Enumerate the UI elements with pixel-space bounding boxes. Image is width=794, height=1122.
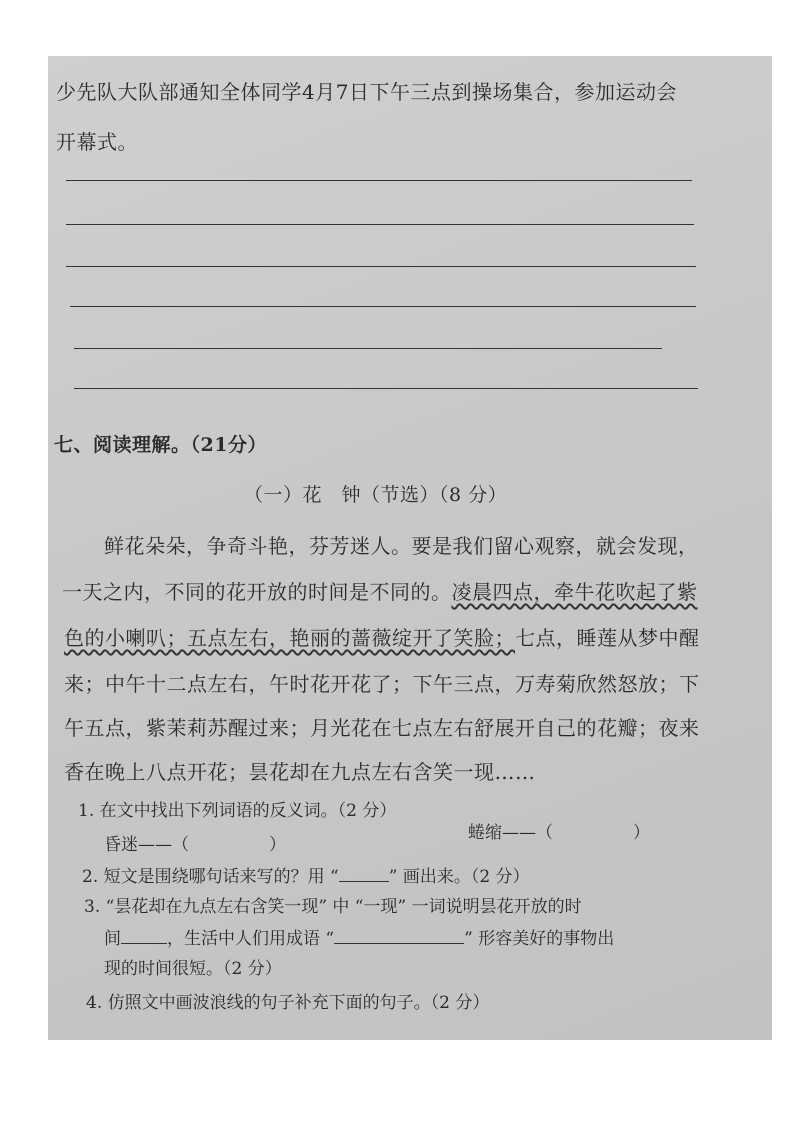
question-4: 4. 仿照文中画波浪线的句子补充下面的句子。（2 分） — [86, 993, 490, 1013]
answer-line-2[interactable] — [66, 224, 694, 225]
answer-line-4[interactable] — [70, 306, 696, 307]
question-3-line-2a: 间 — [104, 929, 121, 949]
wavy-underlined-text-1: 凌晨四点，牵牛花吹起了紫 — [451, 580, 698, 604]
question-1-item-b-label: 蜷缩——（ — [468, 823, 553, 843]
question-1: 1. 在文中找出下列词语的反义词。（2 分） — [78, 801, 397, 821]
passage-line-3-plain: 七点，睡莲从梦中醒 — [515, 626, 700, 650]
passage-line-1: 鲜花朵朵，争奇斗艳，芬芳迷人。要是我们留心观察，就会发现， — [104, 534, 699, 558]
question-3-line-2 — [104, 924, 614, 949]
passage-line-6: 香在晚上八点开花；昙花却在九点左右含笑一现…… — [64, 760, 536, 784]
answer-line-3[interactable] — [66, 266, 696, 267]
question-2-suffix: ” 画出来。（2 分） — [388, 867, 530, 887]
section-heading: 七、阅读理解。（21分） — [54, 434, 267, 456]
question-2 — [82, 862, 530, 887]
answer-blank-idiom[interactable] — [334, 943, 464, 944]
question-1-item-a — [104, 830, 286, 855]
notice-line-1: 少先队大队部通知全体同学4月7日下午三点到操场集合，参加运动会 — [56, 80, 677, 104]
worksheet-page — [48, 56, 772, 1040]
question-3-line-3: 现的时间很短。（2 分） — [104, 959, 282, 979]
question-2-prefix: 2. 短文是围绕哪句话来写的？用 “ — [82, 867, 339, 887]
wavy-underlined-text-2: 色的小喇叭；五点左右，艳丽的蔷薇绽开了笑脸； — [64, 626, 515, 650]
answer-line-6[interactable] — [74, 388, 698, 389]
passage-line-2-plain: 一天之内，不同的花开放的时间是不同的。 — [62, 580, 452, 604]
passage-line-5: 午五点，紫茉莉苏醒过来；月光花在七点左右舒展开自己的花瓣；夜来 — [64, 716, 700, 740]
passage-line-2 — [62, 576, 698, 605]
passage-title: （一）花 钟（节选）（8 分） — [244, 484, 508, 506]
passage-line-4: 来；中午十二点左右，午时花开花了；下午三点，万寿菊欣然怒放；下 — [64, 672, 700, 696]
notice-line-2: 开幕式。 — [56, 130, 138, 154]
underline-sample — [339, 881, 389, 882]
question-3-line-2c: ” 形容美好的事物出 — [464, 929, 615, 949]
question-1-item-b-close: ） — [633, 823, 650, 843]
answer-blank-time[interactable] — [121, 943, 167, 944]
answer-line-1[interactable] — [66, 180, 692, 181]
passage-line-3 — [64, 622, 700, 651]
question-3-line-2b: ，生活中人们用成语 “ — [167, 929, 335, 949]
question-1-item-a-close: ） — [269, 835, 286, 855]
question-3-line-1: 3. “昙花却在九点左右含笑一现” 中 “一现” 一词说明昙花开放的时 — [84, 897, 582, 917]
question-1-item-b — [468, 818, 650, 843]
question-1-item-a-label: 昏迷——（ — [104, 835, 189, 855]
answer-line-5[interactable] — [74, 348, 662, 349]
